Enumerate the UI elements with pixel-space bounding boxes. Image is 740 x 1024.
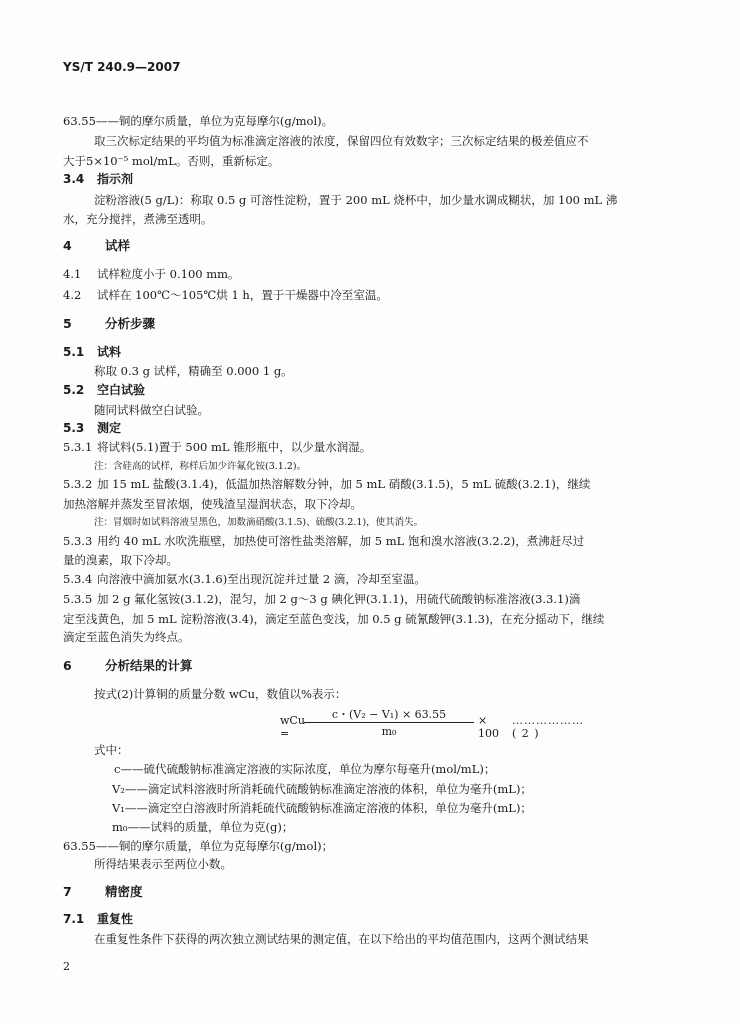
- clause-text: 向溶液中滴加氨水(3.1.6)至出现沉淀并过量 2 滴，冷却至室温。: [97, 572, 426, 586]
- clause-5-3-4: [63, 572, 426, 586]
- clause-text: 试样粒度小于 0.100 mm。: [97, 267, 240, 281]
- section-number: 5: [63, 316, 72, 331]
- clause-4-1: [63, 267, 240, 281]
- section-number: 5.1: [63, 345, 85, 359]
- definition-line: m₀——试料的质量，单位为克(g)；: [112, 820, 294, 834]
- section-5-1-heading: [63, 345, 121, 359]
- paragraph-line: 淀粉溶液(5 g/L)：称取 0.5 g 可溶性淀粉，置于 200 mL 烧杯中，加少量水调成糊状，加 100 mL 沸: [94, 193, 618, 207]
- section-number: 7.1: [63, 912, 85, 926]
- clause-number: 5.3.5: [63, 592, 93, 606]
- section-title: 重复性: [97, 912, 134, 926]
- paragraph-line: 随同试料做空白试验。: [94, 403, 209, 417]
- paragraph-line: 式中：: [94, 743, 129, 757]
- note-line: 注：冒烟时如试料溶液呈黑色，加数滴硝酸(3.1.5)、硫酸(3.2.1)，使其消失。: [94, 517, 424, 528]
- paragraph-line: 在重复性条件下获得的两次独立测试结果的测定值，在以下给出的平均值范围内，这两个测试结果: [94, 932, 589, 946]
- section-number: 4: [63, 238, 72, 253]
- section-title: 指示剂: [97, 172, 134, 186]
- definition-line: V₁——滴定空白溶液时所消耗硫代硫酸钠标准滴定溶液的体积，单位为毫升(mL)；: [112, 801, 532, 815]
- clause-number: 5.3.3: [63, 534, 93, 548]
- section-3-4-heading: [63, 172, 133, 186]
- section-title: 分析结果的计算: [105, 658, 193, 673]
- clause-4-2: [63, 288, 388, 302]
- clause-text: 试样在 100℃～105℃烘 1 h，置于干燥器中冷至室温。: [97, 288, 388, 302]
- formula-numerator: c・(V₂ − V₁) × 63.55: [304, 706, 474, 723]
- section-number: 5.3: [63, 421, 85, 435]
- clause-5-3-3: [63, 534, 584, 548]
- section-5-2-heading: [63, 383, 145, 397]
- section-5-3-heading: [63, 421, 121, 435]
- section-6-heading: [63, 659, 193, 673]
- formula-fraction: [304, 706, 474, 738]
- section-title: 分析步骤: [105, 316, 156, 331]
- clause-text: 加 2 g 氟化氢铵(3.1.2)，混匀，加 2 g～3 g 碘化钾(3.1.1)，用硫代硫酸钠标准溶液(3.3.1)滴: [97, 592, 581, 606]
- formula-number: ………………( 2 ): [512, 714, 584, 740]
- paragraph-line: 按式(2)计算铜的质量分数 wCu，数值以%表示：: [94, 687, 347, 701]
- section-number: 3.4: [63, 172, 85, 186]
- formula-multiplier: × 100: [478, 714, 499, 740]
- formula-denominator: m₀: [381, 725, 397, 738]
- clause-number: 5.3.2: [63, 477, 93, 491]
- formula-lhs: wCu =: [280, 714, 305, 740]
- clause-5-3-5: [63, 592, 580, 606]
- clause-5-3-2: [63, 477, 590, 491]
- paragraph-line: 取三次标定结果的平均值为标准滴定溶液的浓度，保留四位有效数字；三次标定结果的极差值应不: [94, 134, 589, 148]
- clause-text: 将试料(5.1)置于 500 mL 锥形瓶中，以少量水润湿。: [97, 440, 372, 454]
- section-title: 测定: [97, 421, 122, 435]
- section-title: 试样: [105, 238, 131, 253]
- section-title: 精密度: [105, 884, 143, 899]
- standard-code: YS/T 240.9—2007: [63, 60, 181, 74]
- clause-text: 用约 40 mL 水吹洗瓶壁，加热使可溶性盐类溶解，加 5 mL 饱和溴水溶液(3.2.2)，煮沸赶尽过: [97, 534, 585, 548]
- paragraph-line: 滴定至蓝色消失为终点。: [63, 630, 190, 644]
- section-title: 空白试验: [97, 383, 146, 397]
- paragraph-line: 定至浅黄色，加 5 mL 淀粉溶液(3.4)，滴定至蓝色变浅，加 0.5 g 硫氰酸钾(3.1.3)，在充分摇动下，继续: [63, 612, 605, 626]
- section-title: 试料: [97, 345, 122, 359]
- paragraph-line: 水，充分搅拌，煮沸至透明。: [63, 212, 213, 226]
- note-line: 注：含硅高的试样，称样后加少许氟化铵(3.1.2)。: [94, 461, 307, 472]
- section-5-heading: [63, 317, 155, 331]
- clause-number: 5.3.4: [63, 572, 93, 586]
- clause-text: 加 15 mL 盐酸(3.1.4)，低温加热溶解数分钟，加 5 mL 硝酸(3.1.5)，5 mL 硫酸(3.2.1)，继续: [97, 477, 591, 491]
- definition-line: c——硫代硫酸钠标准滴定溶液的实际浓度，单位为摩尔每毫升(mol/mL)；: [114, 762, 496, 776]
- section-7-1-heading: [63, 912, 133, 926]
- paragraph-line: 63.55——铜的摩尔质量，单位为克每摩尔(g/mol)。: [63, 114, 334, 128]
- paragraph-line: 所得结果表示至两位小数。: [94, 857, 232, 871]
- section-4-heading: [63, 239, 130, 253]
- page-number: 2: [63, 960, 70, 973]
- paragraph-line: 加热溶解并蒸发至冒浓烟，使残渣呈湿润状态，取下冷却。: [63, 497, 362, 511]
- section-number: 7: [63, 884, 72, 899]
- paragraph-line: 称取 0.3 g 试样，精确至 0.000 1 g。: [94, 364, 293, 378]
- definition-line: V₂——滴定试料溶液时所消耗硫代硫酸钠标准滴定溶液的体积，单位为毫升(mL)；: [112, 782, 532, 796]
- clause-number: 4.1: [63, 267, 82, 281]
- section-number: 6: [63, 658, 72, 673]
- section-number: 5.2: [63, 383, 85, 397]
- clause-5-3-1: [63, 440, 371, 454]
- definition-line: 63.55——铜的摩尔质量，单位为克每摩尔(g/mol)；: [63, 839, 334, 853]
- section-7-heading: [63, 885, 143, 899]
- clause-number: 4.2: [63, 288, 82, 302]
- paragraph-line: 大于5×10⁻⁵ mol/mL。否则，重新标定。: [63, 154, 280, 168]
- paragraph-line: 量的溴素，取下冷却。: [63, 553, 178, 567]
- clause-number: 5.3.1: [63, 440, 93, 454]
